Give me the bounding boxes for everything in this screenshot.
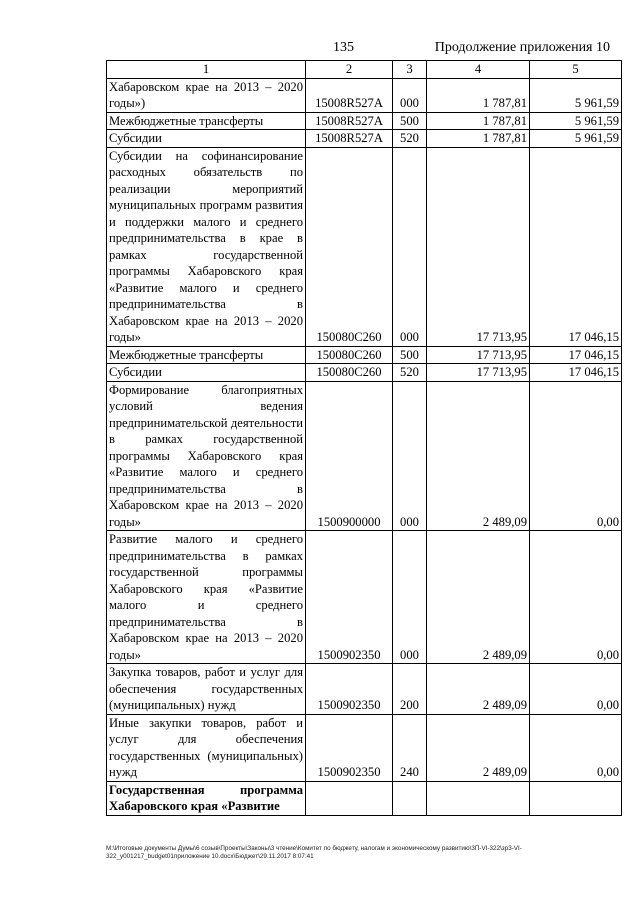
table-row xyxy=(107,147,622,346)
column-header: 5 xyxy=(530,61,622,79)
target-code-cell: 1500902350 xyxy=(306,531,393,664)
row-name-cell: Закупка товаров, работ и услуг для обеспечения государственных (муниципальных) нужд xyxy=(107,664,306,715)
amount-2018-cell: 1 787,81 xyxy=(427,130,530,148)
expense-type-cell: 500 xyxy=(393,346,427,364)
expense-type-cell: 000 xyxy=(393,381,427,531)
amount-2018-cell: 17 713,95 xyxy=(427,346,530,364)
expense-type-cell: 240 xyxy=(393,714,427,781)
table-row xyxy=(107,346,622,364)
expense-type-cell: 000 xyxy=(393,147,427,346)
target-code-cell: 1500902350 xyxy=(306,714,393,781)
table-row xyxy=(107,112,622,130)
amount-2018-cell: 17 713,95 xyxy=(427,147,530,346)
expense-type-cell: 000 xyxy=(393,78,427,112)
target-code-cell xyxy=(306,781,393,815)
row-name-cell: Субсидии на софинансирование расходных обязательств по реализации мероприятий муниципальных программ развития и поддержки малого и среднего предпринимательства в крае в рамках государственной программы Хабаровского края «Развитие малого и среднего предпринимательства в Хабаровском крае на 2013 – 2020 годы» xyxy=(107,147,306,346)
table-row xyxy=(107,714,622,781)
target-code-cell: 150080С260 xyxy=(306,346,393,364)
target-code-cell: 1500902350 xyxy=(306,664,393,715)
table-row xyxy=(107,130,622,148)
amount-2019-cell: 0,00 xyxy=(530,714,622,781)
page-number: 135 xyxy=(333,40,354,55)
column-header: 4 xyxy=(427,61,530,79)
amount-2019-cell xyxy=(530,781,622,815)
amount-2019-cell: 17 046,15 xyxy=(530,364,622,382)
amount-2019-cell: 0,00 xyxy=(530,531,622,664)
row-name-cell: Развитие малого и среднего предпринимательства в рамках государственной программы Хабаровского края «Развитие малого и среднего предпринимательства в Хабаровском крае на 2013 – 2020 годы» xyxy=(107,531,306,664)
amount-2018-cell: 1 787,81 xyxy=(427,112,530,130)
expense-type-cell xyxy=(393,781,427,815)
row-name-cell: Межбюджетные трансферты xyxy=(107,346,306,364)
amount-2019-cell: 0,00 xyxy=(530,664,622,715)
target-code-cell: 15008R527A xyxy=(306,112,393,130)
amount-2018-cell: 17 713,95 xyxy=(427,364,530,382)
amount-2019-cell: 5 961,59 xyxy=(530,112,622,130)
amount-2018-cell: 2 489,09 xyxy=(427,714,530,781)
row-name-cell: Субсидии xyxy=(107,364,306,382)
amount-2019-cell: 17 046,15 xyxy=(530,147,622,346)
row-name-cell: Государственная программа Хабаровского края «Развитие xyxy=(107,781,306,815)
expense-type-cell: 000 xyxy=(393,531,427,664)
amount-2018-cell: 2 489,09 xyxy=(427,381,530,531)
table-row xyxy=(107,381,622,531)
amount-2018-cell: 1 787,81 xyxy=(427,78,530,112)
column-header: 1 xyxy=(107,61,306,79)
amount-2018-cell: 2 489,09 xyxy=(427,531,530,664)
table-row xyxy=(107,364,622,382)
column-header: 2 xyxy=(306,61,393,79)
amount-2019-cell: 17 046,15 xyxy=(530,346,622,364)
row-name-cell: Иные закупки товаров, работ и услуг для обеспечения государственных (муниципальных) нужд xyxy=(107,714,306,781)
target-code-cell: 150080С260 xyxy=(306,364,393,382)
target-code-cell: 150080С260 xyxy=(306,147,393,346)
amount-2018-cell: 2 489,09 xyxy=(427,664,530,715)
table-row xyxy=(107,664,622,715)
amount-2019-cell: 5 961,59 xyxy=(530,78,622,112)
expense-type-cell: 520 xyxy=(393,364,427,382)
continuation-title: Продолжение приложения 10 xyxy=(434,40,610,55)
expense-type-cell: 200 xyxy=(393,664,427,715)
column-header: 3 xyxy=(393,61,427,79)
row-name-cell: Межбюджетные трансферты xyxy=(107,112,306,130)
amount-2019-cell: 5 961,59 xyxy=(530,130,622,148)
table-row xyxy=(107,78,622,112)
table-header-row xyxy=(107,61,622,79)
document-path-footer: M:\Итоговые документы Думы\6 созыв\Проекты\Законы\3 чтение\Комитет по бюджету, налогам и экономическому развитию\3П-VI-322\зр3-VI-322_у001217_budget01приложение 10.docx\Бюджет\29.11.2017 8:07:41 xyxy=(106,845,522,860)
expense-type-cell: 500 xyxy=(393,112,427,130)
target-code-cell: 1500900000 xyxy=(306,381,393,531)
row-name-cell: Хабаровском крае на 2013 – 2020 годы») xyxy=(107,78,306,112)
table-row xyxy=(107,781,622,815)
expense-type-cell: 520 xyxy=(393,130,427,148)
table-row xyxy=(107,531,622,664)
amount-2019-cell: 0,00 xyxy=(530,381,622,531)
amount-2018-cell xyxy=(427,781,530,815)
target-code-cell: 15008R527A xyxy=(306,130,393,148)
row-name-cell: Формирование благоприятных условий ведения предпринимательской деятельности в рамках государственной программы Хабаровского края «Развитие малого и среднего предпринимательства в Хабаровском крае на 2013 – 2020 годы» xyxy=(107,381,306,531)
target-code-cell: 15008R527A xyxy=(306,78,393,112)
budget-table xyxy=(106,60,622,816)
row-name-cell: Субсидии xyxy=(107,130,306,148)
